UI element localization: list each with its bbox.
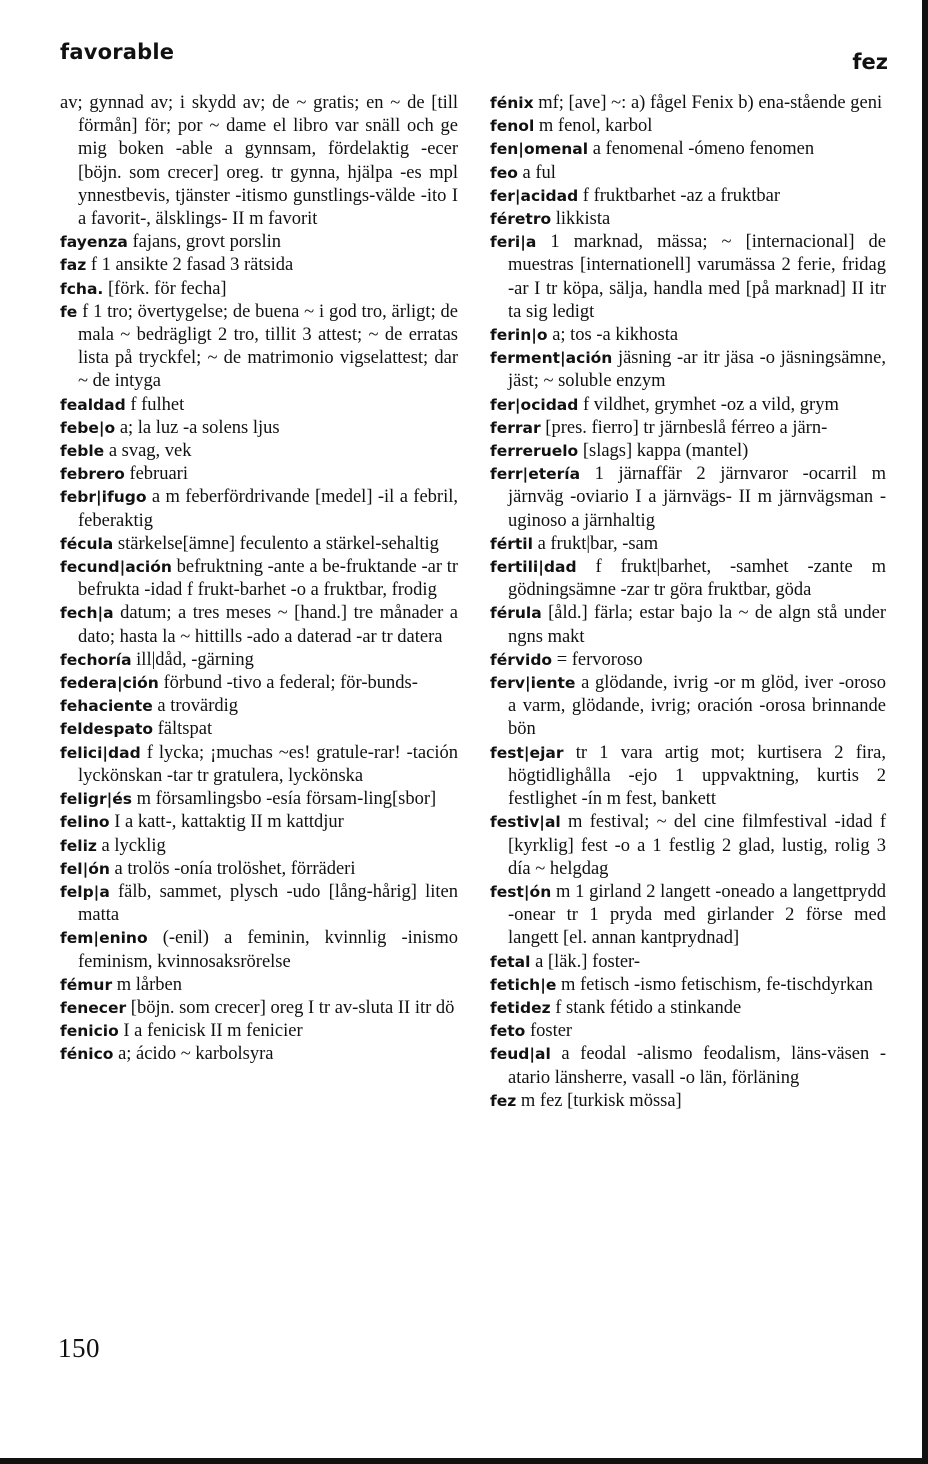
dictionary-entry	[490, 115, 886, 138]
entry-headword: ferreruelo	[490, 442, 579, 461]
dictionary-entry	[60, 278, 458, 301]
entry-definition: a trolös -onía trolöshet, förräderi	[109, 858, 356, 879]
entry-definition: m fenol, karbol	[534, 116, 653, 137]
entry-definition: a trovärdig	[152, 696, 239, 717]
entry-headword: ferment|ación	[490, 349, 613, 368]
dictionary-entry	[60, 811, 458, 834]
dictionary-entry	[490, 649, 886, 672]
entry-definition: fälb, sammet, plysch -udo [lång-hårig] liten matta	[78, 881, 458, 926]
entry-definition: f 1 ansikte 2 fasad 3 rätsida	[86, 255, 294, 276]
entry-headword: felino	[60, 813, 110, 832]
dictionary-entry	[490, 1020, 886, 1043]
dictionary-entry	[60, 486, 458, 532]
entry-definition: (-enil) a feminin, kvinnlig -inismo feminism, kvinnosaksrörelse	[78, 928, 458, 972]
entry-definition: likkista	[551, 209, 611, 230]
entry-headword: faz	[60, 256, 87, 275]
entry-headword: feri|a	[490, 233, 537, 252]
dictionary-entry	[490, 324, 886, 347]
entry-definition: [pres. fierro] tr järnbeslå férreo a järn-	[540, 417, 828, 438]
entry-headword: féretro	[490, 210, 552, 229]
entry-definition: f vildhet, grymhet -oz a vild, grym	[578, 394, 839, 415]
entry-definition: = fervoroso	[552, 649, 643, 670]
entry-definition: av; gynnad av; i skydd av; de ~ gratis; en ~ de [till förmån] för; por ~ dame el libro var snäll och ge mig boken -able a gynnsam, fördelaktig -ecer [böjn. som crecer] oreg. tr gynna, hjälpa -es mpl ynnestbevis, tjänster -itismo gunstlings-välde -ito I a favorit-, älsklings- II m favorit	[60, 93, 458, 230]
dictionary-entry	[60, 974, 458, 997]
entry-definition: förbund -tivo a federal; för-bunds-	[158, 673, 418, 694]
entry-headword: fest|ejar	[490, 743, 564, 762]
entry-definition: datum; a tres meses ~ [hand.] tre månader a dato; hasta la ~ hittills -ado a daterad -ar tr datera	[78, 603, 458, 647]
entry-definition: a frukt|bar, -sam	[532, 533, 659, 554]
dictionary-entry	[490, 997, 886, 1020]
dictionary-entry	[490, 672, 886, 742]
entry-headword: fetal	[490, 952, 531, 971]
entry-definition: februari	[124, 464, 188, 485]
entry-headword: ferr|etería	[490, 465, 581, 484]
entry-definition: I a katt-, kattaktig II m kattdjur	[109, 812, 344, 833]
entry-headword: fenicio	[60, 1022, 119, 1041]
entry-headword: feo	[490, 163, 518, 182]
entry-definition: fajans, grovt porslin	[127, 232, 281, 253]
dictionary-entry	[490, 533, 886, 556]
dictionary-entry	[60, 1043, 458, 1066]
page-edge-right	[922, 0, 928, 1464]
entry-headword: fer|acidad	[490, 186, 579, 205]
entry-definition: a; ácido ~ karbolsyra	[113, 1044, 274, 1065]
dictionary-entry	[490, 974, 886, 997]
entry-headword: feto	[490, 1022, 526, 1041]
entry-definition: [slags] kappa (mantel)	[578, 441, 749, 462]
entry-headword: felp|a	[60, 882, 110, 901]
dictionary-entry	[490, 881, 886, 951]
dictionary-entry	[490, 231, 886, 324]
dictionary-entry	[490, 742, 886, 812]
dictionary-entry	[60, 649, 458, 672]
entry-headword: feligr|és	[60, 790, 133, 809]
entry-headword: feble	[60, 442, 105, 461]
entry-definition: f 1 tro; övertygelse; de buena ~ i god tro, ärligt; de mala ~ bedrägligt 2 tro, tillit 3 attest; ~ de erratas lista på tryckfel; ~ de matrimonio vigselattest; dar ~ de intyga	[77, 301, 458, 392]
entry-definition: befruktning -ante a be-fruktande -ar tr befrukta -idad f frukt-barhet -o a fruktbar, frodig	[78, 557, 458, 601]
entry-definition: a; la luz -a solens ljus	[115, 417, 280, 438]
entry-definition: tr 1 vara artig mot; kurtisera 2 fira, högtidlighålla -ejo 1 uppvaktning, kurtis 2 festlighet -ín m fest, bankett	[508, 742, 886, 810]
dictionary-entry	[490, 811, 886, 881]
right-column	[490, 92, 886, 1113]
entry-definition: m församlingsbo -esía försam-ling[sbor]	[132, 789, 437, 810]
entry-definition: ill|dåd, -gärning	[131, 649, 254, 670]
entry-headword: ferrar	[490, 418, 541, 437]
entry-definition: f frukt|barhet, -samhet -zante m gödningsämne -zar tr göra fruktbar, göda	[508, 557, 886, 601]
dictionary-entry	[490, 394, 886, 417]
entry-headword: fealdad	[60, 395, 126, 414]
dictionary-entry	[60, 742, 458, 788]
entry-headword: fem|enino	[60, 929, 148, 948]
entry-headword: fen|omenal	[490, 140, 589, 159]
dictionary-entry	[490, 440, 886, 463]
dictionary-entry	[60, 1020, 458, 1043]
entry-headword: férula	[490, 604, 542, 623]
entry-definition: 1 marknad, mässa; ~ [internacional] de muestras [internationell] varumässa 2 ferie, fridag -ar I tr köpa, sälja, handla med [på marknad] II itr ta sig ledigt	[508, 232, 886, 322]
dictionary-entry	[490, 347, 886, 393]
dictionary-entry	[490, 1043, 886, 1089]
dictionary-entry	[60, 718, 458, 741]
entry-definition: m fez [turkisk mössa]	[516, 1090, 682, 1111]
running-head-right: fez	[852, 50, 888, 74]
dictionary-entry	[490, 602, 886, 648]
entry-definition: f stank fétido a stinkande	[550, 997, 742, 1018]
entry-headword: férvido	[490, 650, 553, 669]
dictionary-entry	[60, 788, 458, 811]
entry-definition: a svag, vek	[104, 441, 192, 462]
dictionary-entry	[60, 881, 458, 927]
entry-headword: fertili|dad	[490, 558, 577, 577]
entry-headword: fe	[60, 302, 78, 321]
entry-headword: fechoría	[60, 650, 132, 669]
entry-headword: fenecer	[60, 998, 127, 1017]
entry-definition: m 1 girland 2 langett -oneado a langettprydd -onear tr 1 pryda med girlander 2 förse med langett [el. annan kantprydnad]	[508, 881, 886, 949]
entry-headword: fénix	[490, 94, 534, 112]
entry-headword: ferv|iente	[490, 674, 576, 693]
entry-headword: febr|ifugo	[60, 488, 147, 507]
entry-headword: febe|o	[60, 418, 116, 437]
dictionary-entry	[490, 463, 886, 533]
entry-definition: m fetisch -ismo fetischism, fe-tischdyrkan	[556, 974, 873, 995]
entry-headword: febrero	[60, 465, 125, 484]
entry-definition: f fruktbarhet -az a fruktbar	[578, 185, 781, 206]
entry-headword: fécula	[60, 534, 114, 553]
dictionary-entry	[60, 835, 458, 858]
entry-definition: I a fenicisk II m fenicier	[118, 1021, 303, 1042]
entry-headword: felici|dad	[60, 743, 141, 762]
entry-definition: [böjn. som crecer] oreg I tr av-sluta II itr dö	[126, 997, 455, 1018]
dictionary-entry	[490, 185, 886, 208]
dictionary-entry	[60, 533, 458, 556]
dictionary-entry	[490, 92, 886, 115]
dictionary-entry	[60, 602, 458, 648]
entry-definition: a m feberfördrivande [medel] -il a febril, feberaktig	[78, 487, 458, 531]
entry-headword: fémur	[60, 975, 113, 994]
dictionary-entry	[60, 92, 458, 231]
dictionary-entry	[60, 394, 458, 417]
dictionary-entry	[490, 162, 886, 185]
entry-definition: a fenomenal -ómeno fenomen	[588, 139, 815, 160]
entry-headword: feldespato	[60, 720, 154, 739]
entry-definition: a feodal -alismo feodalism, läns-väsen -atario länsherre, vasall -o län, förläning	[508, 1044, 886, 1088]
entry-definition: [åld.] färla; estar bajo la ~ de algn stå under ngns makt	[508, 603, 886, 647]
dictionary-entry	[60, 440, 458, 463]
entry-definition: jäsning -ar itr jäsa -o jäsningsämne, jäst; ~ soluble enzym	[508, 348, 886, 392]
left-column	[60, 92, 458, 1067]
dictionary-entry	[60, 254, 458, 277]
dictionary-entry	[60, 858, 458, 881]
entry-definition: a; tos -a kikhosta	[547, 325, 679, 346]
entry-headword: fértil	[490, 534, 533, 553]
entry-definition: m festival; ~ del cine filmfestival -idad f [kyrklig] fest -o a 1 festlig 2 glad, lustig, rolig 3 día ~ helgdag	[508, 812, 886, 879]
entry-headword: festiv|al	[490, 813, 561, 832]
dictionary-entry	[60, 927, 458, 973]
entry-headword: fénico	[60, 1045, 114, 1064]
dictionary-entry	[490, 208, 886, 231]
running-head-left: favorable	[60, 40, 175, 64]
entry-headword: feud|al	[490, 1045, 551, 1064]
dictionary-entry	[490, 556, 886, 602]
entry-definition: 1 järnaffär 2 järnvaror -ocarril m järnväg -oviario I a järnvägs- II m järnvägsman -uginoso a järnhaltig	[508, 464, 886, 531]
entry-headword: fer|ocidad	[490, 395, 579, 414]
entry-definition: a [läk.] foster-	[530, 951, 640, 972]
dictionary-entry	[60, 997, 458, 1020]
entry-headword: fest|ón	[490, 882, 552, 901]
entry-definition: f fulhet	[125, 394, 185, 415]
dictionary-entry	[490, 951, 886, 974]
entry-definition: a lycklig	[96, 835, 166, 856]
entry-headword: fehaciente	[60, 697, 153, 716]
dictionary-entry	[60, 301, 458, 394]
dictionary-entry	[60, 695, 458, 718]
dictionary-entry	[60, 463, 458, 486]
dictionary-entry	[490, 417, 886, 440]
entry-definition: foster	[525, 1021, 573, 1042]
entry-headword: fetich|e	[490, 975, 557, 994]
entry-definition: mf; [ave] ~: a) fågel Fenix b) ena-stående geni	[533, 93, 883, 113]
entry-headword: fel|ón	[60, 859, 110, 878]
entry-definition: a glödande, ivrig -or m glöd, iver -oroso a varm, glödande, ivrig; oración -orosa brinnande bön	[508, 673, 886, 740]
entry-headword: feliz	[60, 836, 97, 855]
page-number: 150	[58, 1333, 100, 1363]
entry-headword: fez	[490, 1091, 517, 1110]
page-edge-bottom	[0, 1458, 928, 1464]
dictionary-entry	[60, 231, 458, 254]
entry-definition: fältspat	[153, 719, 213, 740]
entry-headword: federa|ción	[60, 674, 159, 693]
dictionary-entry	[60, 556, 458, 602]
entry-headword: fayenza	[60, 233, 128, 252]
entry-headword: ferin|o	[490, 326, 548, 345]
entry-definition: [förk. för fecha]	[103, 278, 227, 299]
entry-definition: a ful	[517, 162, 556, 183]
entry-headword: fecund|ación	[60, 558, 172, 577]
dictionary-entry	[490, 138, 886, 161]
entry-definition: m lårben	[112, 974, 182, 995]
dictionary-entry	[490, 1090, 886, 1113]
entry-headword: fcha.	[60, 279, 104, 298]
entry-headword: fetidez	[490, 998, 551, 1017]
dictionary-entry	[60, 672, 458, 695]
entry-definition: stärkelse[ämne] feculento a stärkel-sehaltig	[113, 533, 439, 554]
entry-definition: f lycka; ¡muchas ~es! gratule-rar! -tación lyckönskan -tar tr gratulera, lyckönska	[78, 742, 458, 786]
dictionary-entry	[60, 417, 458, 440]
entry-headword: fenol	[490, 117, 535, 136]
entry-headword: fech|a	[60, 604, 114, 623]
